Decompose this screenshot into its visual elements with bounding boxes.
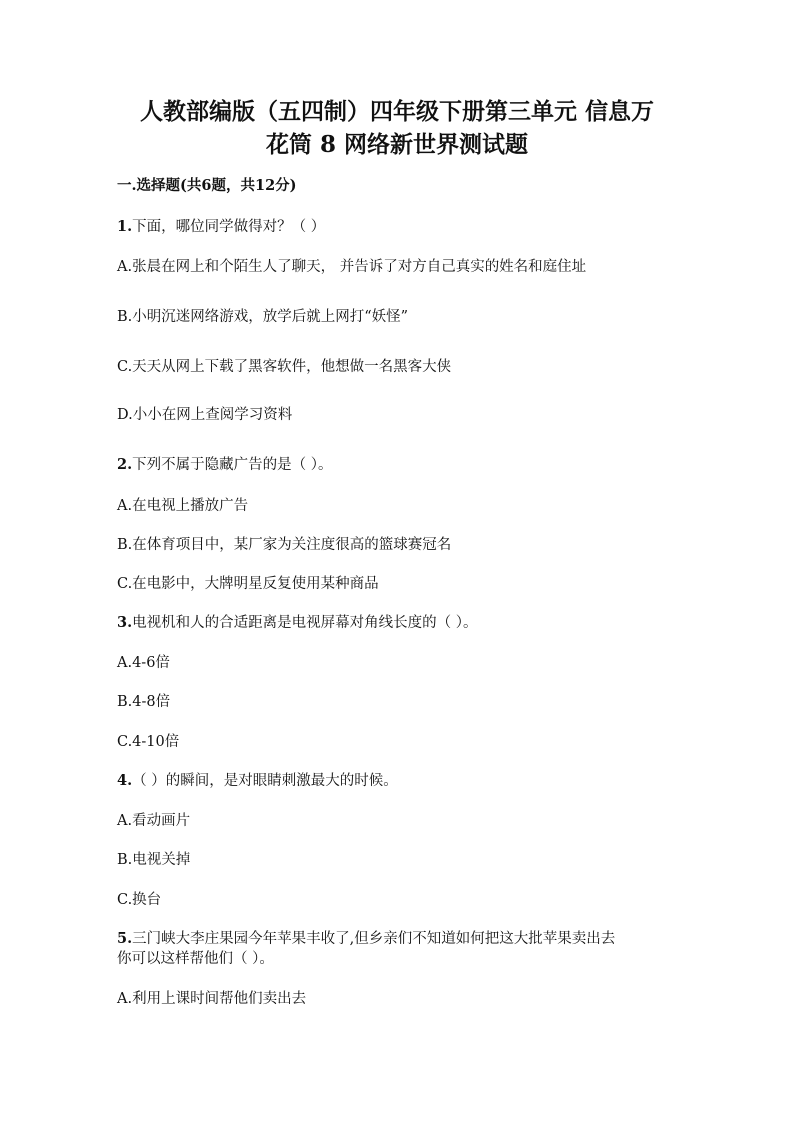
question-number: 1. [117, 218, 133, 235]
question-5-line-2: 你可以这样帮他们（ ）。 [117, 951, 274, 967]
section-heading: 一.选择题(共6题，共12分) [117, 177, 297, 194]
question-number: 4. [117, 772, 133, 789]
question-2-option-b: B.在体育项目中，某厂家为关注度很高的篮球赛冠名 [117, 537, 452, 553]
question-text: 下面，哪位同学做得对？（ ） [132, 219, 326, 235]
question-text: （ ）的瞬间，是对眼睛刺激最大的时候。 [132, 773, 398, 789]
question-2 [117, 455, 333, 475]
question-text: 电视机和人的合适距离是电视屏幕对角线长度的（ ）。 [132, 615, 478, 631]
question-4-option-a: A.看动画片 [117, 813, 191, 829]
question-4-option-c: C.换台 [117, 892, 162, 908]
question-number: 2. [117, 456, 133, 473]
question-5 [117, 929, 615, 949]
question-1-option-c: C.天天从网上下载了黑客软件，他想做一名黑客大侠 [117, 359, 452, 375]
question-4-option-b: B.电视关掉 [117, 852, 191, 868]
question-4 [117, 771, 398, 791]
question-5-option-a: A.利用上课时间帮他们卖出去 [117, 991, 307, 1007]
question-3-option-b: B.4-8倍 [117, 694, 171, 710]
page-title-line-1: 人教部编版（五四制）四年级下册第三单元 信息万 [139, 98, 654, 125]
question-1 [117, 217, 325, 237]
question-3 [117, 613, 478, 633]
question-1-option-a: A.张晨在网上和个陌生人了聊天， 并告诉了对方自己真实的姓名和庭住址 [117, 259, 587, 275]
question-number: 3. [117, 614, 133, 631]
question-text: 下列不属于隐藏广告的是（ ）。 [132, 457, 333, 473]
question-number: 5. [117, 930, 133, 947]
question-2-option-a: A.在电视上播放广告 [117, 498, 249, 514]
question-1-option-d: D.小小在网上查阅学习资料 [117, 407, 293, 423]
question-3-option-a: A.4-6倍 [117, 655, 170, 671]
question-text: 三门峡大李庄果园今年苹果丰收了,但乡亲们不知道如何把这大批苹果卖出去 [132, 931, 616, 947]
question-3-option-c: C.4-10倍 [117, 734, 180, 750]
page-title-line-2: 花筒 8 网络新世界测试题 [265, 131, 529, 158]
question-1-option-b: B.小明沉迷网络游戏，放学后就上网打“妖怪” [117, 309, 409, 325]
question-2-option-c: C.在电影中，大牌明星反复使用某种商品 [117, 576, 379, 592]
